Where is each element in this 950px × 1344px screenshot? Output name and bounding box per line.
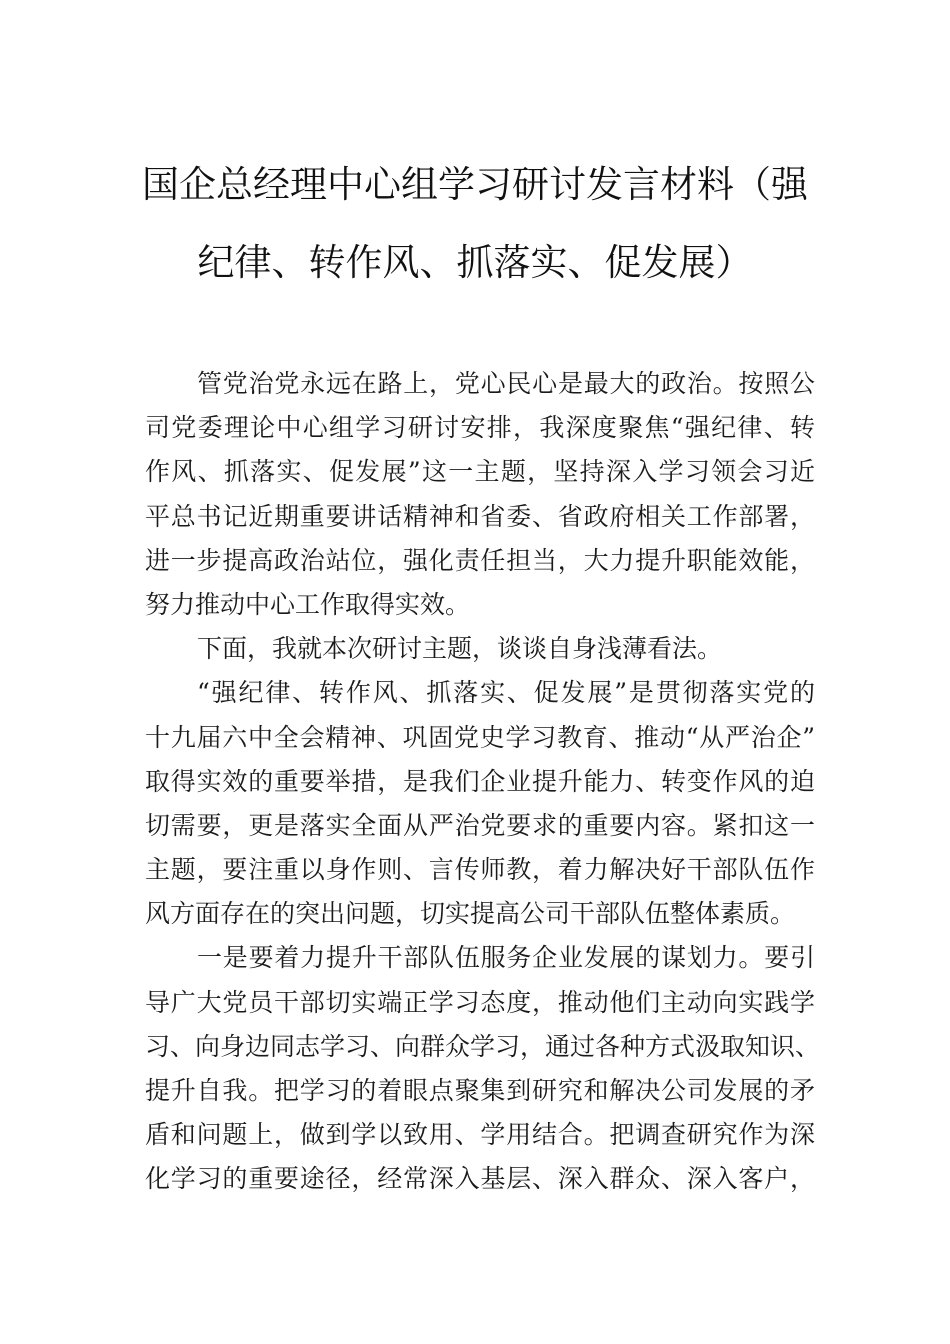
text-line: 切需要，更是落实全面从严治党要求的重要内容。紧扣这一 <box>145 810 815 840</box>
text-line: 盾和问题上，做到学以致用、学用结合。把调查研究作为深 <box>145 1120 815 1150</box>
text-line: 努力推动中心工作取得实效。 <box>145 589 471 619</box>
text-line: 平总书记近期重要讲话精神和省委、省政府相关工作部署， <box>145 501 815 531</box>
text-line: 主题，要注重以身作则、言传师教，着力解决好干部队伍作 <box>145 855 815 885</box>
title-line: 纪律、转作风、抓落实、促发展） <box>197 241 753 284</box>
text-line: 化学习的重要途径，经常深入基层、深入群众、深入客户， <box>145 1164 815 1194</box>
paragraph-theme <box>145 671 815 936</box>
paragraph-intro <box>145 362 815 627</box>
text-line: 提升自我。把学习的着眼点聚集到研究和解决公司发展的矛 <box>145 1076 815 1105</box>
text-line: 十九届六中全会精神、巩固党史学习教育、推动“从严治企” <box>145 722 815 752</box>
text-line: “强纪律、转作风、抓落实、促发展”是贯彻落实党的 <box>197 678 815 708</box>
text-line: 管党治党永远在路上，党心民心是最大的政治。按照公 <box>197 369 815 398</box>
text-line: 导广大党员干部切实端正学习态度，推动他们主动向实践学 <box>145 987 815 1017</box>
text-line: 进一步提高政治站位，强化责任担当，大力提升职能效能， <box>145 545 815 575</box>
text-line: 取得实效的重要举措，是我们企业提升能力、转变作风的迫 <box>145 766 815 796</box>
document-title <box>120 146 830 302</box>
paragraph-transition <box>145 627 815 671</box>
text-line: 下面，我就本次研讨主题，谈谈自身浅薄看法。 <box>197 634 723 664</box>
text-line: 作风、抓落实、促发展”这一主题，坚持深入学习领会习近 <box>145 457 815 487</box>
document-body <box>145 362 821 1202</box>
text-line: 一是要着力提升干部队伍服务企业发展的谋划力。要引 <box>197 943 815 973</box>
text-line: 习、向身边同志学习、向群众学习，通过各种方式汲取知识、 <box>145 1031 821 1061</box>
title-line: 国企总经理中心组学习研讨发言材料（强 <box>142 163 808 206</box>
paragraph-point-one <box>145 936 821 1201</box>
text-line: 风方面存在的突出问题，切实提高公司干部队伍整体素质。 <box>145 899 796 929</box>
text-line: 司党委理论中心组学习研讨安排，我深度聚焦“强纪律、转 <box>145 413 815 443</box>
